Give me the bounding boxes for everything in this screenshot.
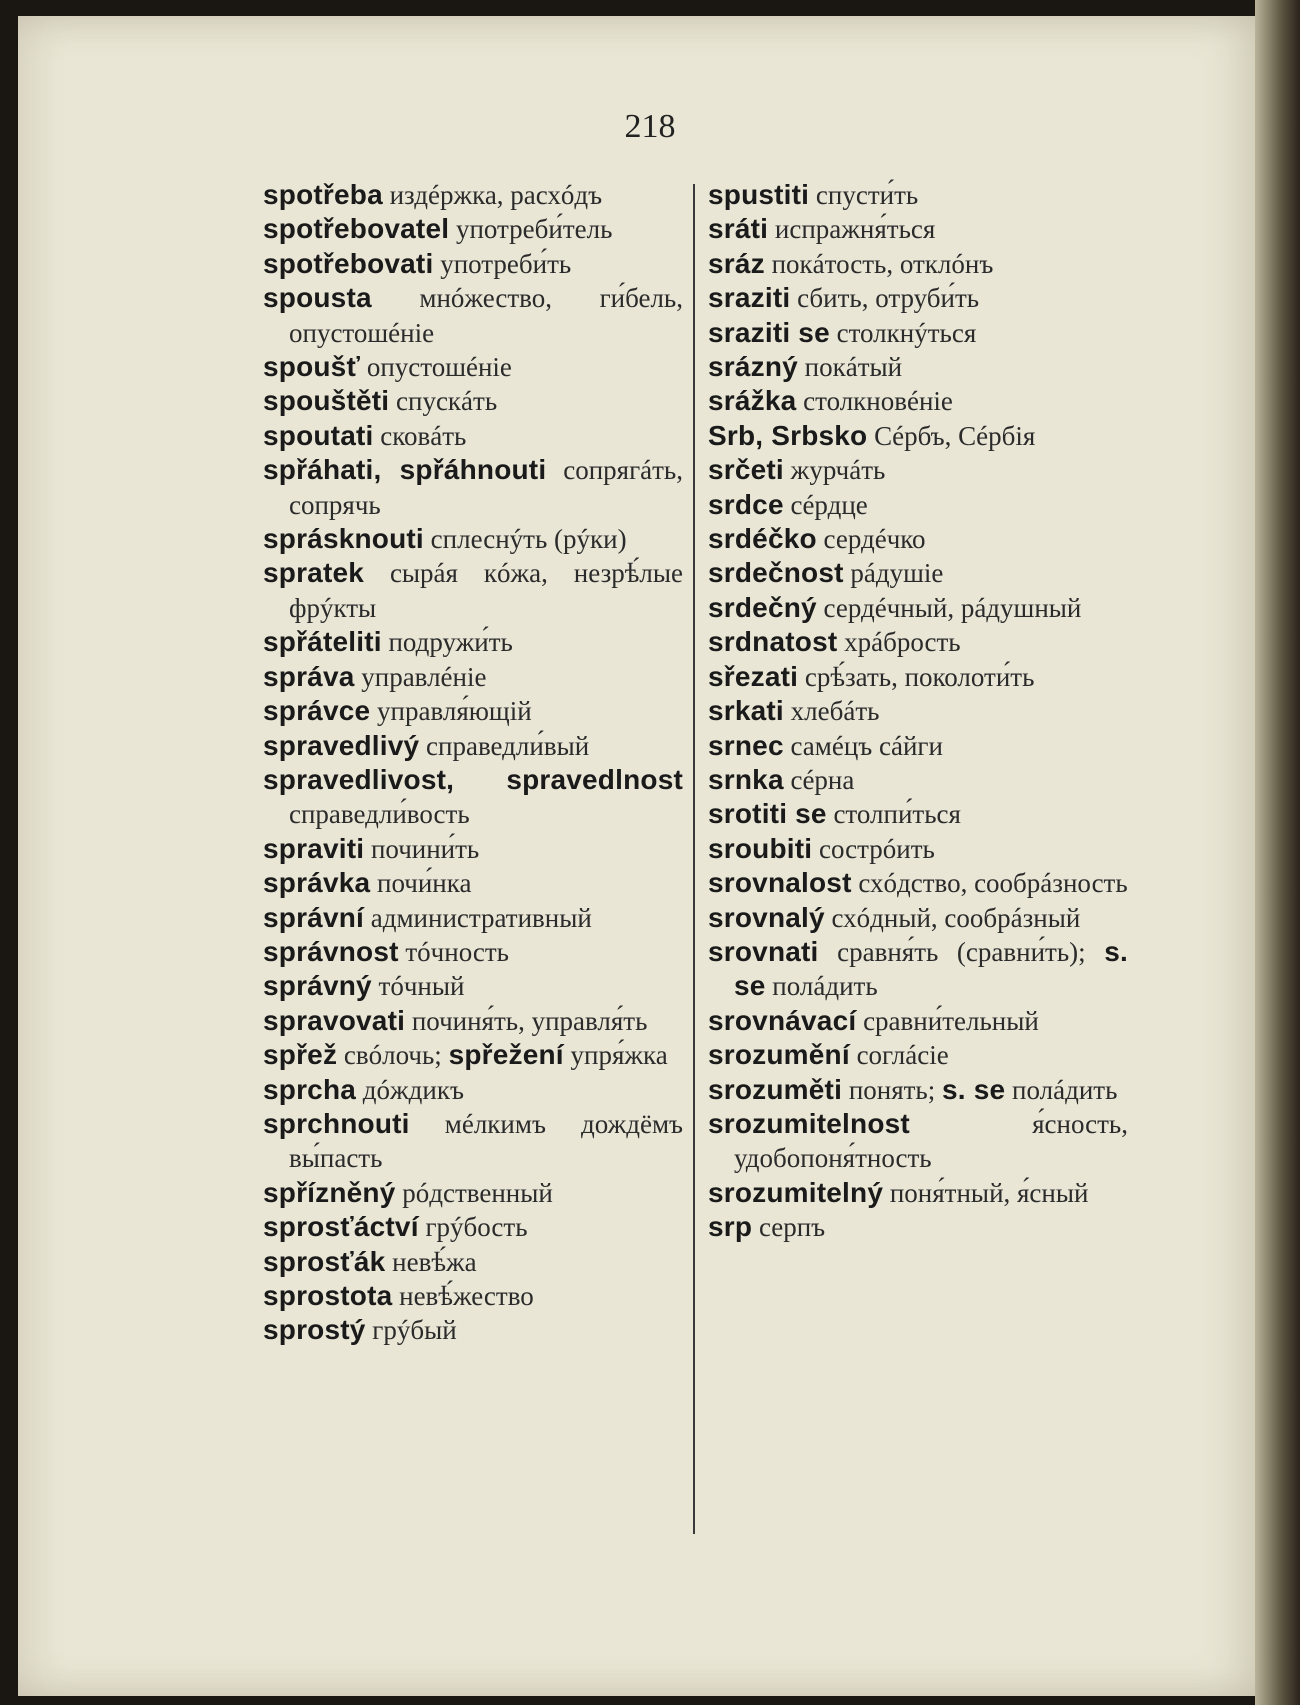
headword: srovnati	[708, 935, 819, 967]
dictionary-entry	[708, 453, 1128, 487]
sub-headword: s. se	[942, 1073, 1006, 1105]
headword: spousta	[263, 282, 372, 314]
gloss: поня́тный, я́сный	[889, 1177, 1089, 1208]
headword: spratek	[263, 557, 365, 589]
dictionary-entry	[708, 1210, 1128, 1244]
headword: spouštěti	[263, 385, 390, 417]
dictionary-entry	[263, 556, 683, 625]
gloss: грýбый	[372, 1315, 457, 1346]
sub-gloss: полáдить	[1012, 1074, 1118, 1105]
headword: spravedlivost, spravedlnost	[263, 763, 683, 795]
dictionary-entry	[708, 1176, 1128, 1210]
headword: srdnatost	[708, 626, 838, 658]
sub-headword: spřežení	[448, 1039, 564, 1071]
dictionary-entry	[708, 1107, 1128, 1176]
headword: spotřebovati	[263, 247, 434, 279]
headword: srkati	[708, 695, 784, 727]
headword: správní	[263, 901, 364, 933]
headword: spotřebovatel	[263, 213, 450, 245]
gloss: издéржка, расхóдъ	[389, 180, 603, 210]
headword: srčeti	[708, 454, 784, 486]
dictionary-entry	[708, 832, 1128, 866]
dictionary-entry	[708, 729, 1128, 763]
dictionary-entry	[263, 1107, 683, 1176]
headword: srozumění	[708, 1039, 850, 1071]
headword: spravedlivý	[263, 729, 420, 761]
headword: spřáteliti	[263, 626, 382, 658]
gloss: невѣ́жество	[399, 1281, 534, 1311]
headword: srnka	[708, 763, 784, 795]
headword: srdce	[708, 488, 784, 520]
gloss: дóждикъ	[362, 1074, 464, 1105]
dictionary-entry	[263, 247, 683, 281]
headword: správka	[263, 867, 371, 899]
gloss: грýбость	[425, 1212, 528, 1243]
gloss: почи́нка	[377, 868, 472, 899]
dictionary-entry	[263, 969, 683, 1003]
dictionary-entry	[708, 247, 1128, 281]
headword: srovnalost	[708, 867, 852, 899]
dictionary-entry	[263, 935, 683, 969]
headword: správa	[263, 660, 355, 692]
headword: spřež	[263, 1039, 338, 1071]
dictionary-entry	[263, 866, 683, 900]
headword: spoušť	[263, 351, 361, 383]
dictionary-entry	[263, 1038, 683, 1072]
dictionary-entry	[708, 1073, 1128, 1107]
gloss: испражня́ться	[774, 214, 936, 245]
headword: sráti	[708, 213, 769, 245]
headword: sprosťáctví	[263, 1211, 419, 1243]
headword: sřezati	[708, 660, 799, 692]
gloss: хлебáть	[790, 696, 880, 727]
gloss: спусти́ть	[815, 180, 919, 210]
headword: sroubiti	[708, 832, 813, 864]
sub-gloss: полáдить	[772, 971, 878, 1002]
headword: spoutati	[263, 419, 374, 451]
dictionary-entry	[708, 350, 1128, 384]
right-column	[708, 178, 1128, 1245]
dictionary-entry	[708, 384, 1128, 418]
dictionary-entry	[263, 212, 683, 246]
headword: spustiti	[708, 179, 810, 210]
headword: srovnalý	[708, 901, 825, 933]
gloss: сковáть	[380, 420, 467, 451]
dictionary-entry	[708, 522, 1128, 556]
gloss: тóчный	[378, 971, 465, 1002]
dictionary-entry	[708, 556, 1128, 590]
page-number: 218	[624, 108, 676, 145]
headword: spřízněný	[263, 1176, 396, 1208]
dictionary-entry	[708, 935, 1128, 1004]
gloss: подружи́ть	[388, 627, 513, 658]
gloss: срѣ́зать, поколоти́ть	[804, 661, 1035, 692]
dictionary-entry	[263, 1245, 683, 1279]
dictionary-entry	[708, 866, 1128, 900]
headword: spotřeba	[263, 179, 383, 210]
dictionary-entry	[708, 488, 1128, 522]
gloss: сéрдце	[790, 489, 868, 520]
column-divider	[693, 184, 695, 1534]
dictionary-entry	[708, 212, 1128, 246]
headword: sprásknouti	[263, 523, 424, 555]
dictionary-entry	[708, 178, 1128, 212]
gloss: мéлкимъ дождёмъ вы́пасть	[289, 1108, 683, 1174]
dictionary-entry	[708, 1004, 1128, 1038]
dictionary-entry	[263, 832, 683, 866]
gloss: журчáть	[790, 455, 886, 486]
gloss: сердéчко	[823, 524, 926, 555]
dictionary-entry	[708, 694, 1128, 728]
gloss: справедли́вость	[289, 799, 470, 830]
dictionary-entry	[263, 384, 683, 418]
gloss: столпи́ться	[833, 799, 961, 830]
dictionary-entry	[263, 281, 683, 350]
gloss: самéцъ сáйги	[790, 730, 943, 761]
dictionary-entry	[263, 729, 683, 763]
gloss: административный	[370, 902, 592, 933]
gloss: хрáбрость	[844, 627, 961, 658]
gloss: сопрягáть, сопрячь	[289, 455, 683, 520]
dictionary-entry	[263, 453, 683, 522]
dictionary-entry	[708, 797, 1128, 831]
gloss: мнóжество, ги́бель, опустошéнiе	[289, 283, 683, 348]
headword: správce	[263, 695, 371, 727]
headword: sraziti se	[708, 316, 830, 348]
gloss: сравня́ть (сравни́ть);	[837, 936, 1086, 967]
headword: sprchnouti	[263, 1107, 410, 1139]
dictionary-entry	[263, 901, 683, 935]
sub-headword: s. se	[734, 935, 1128, 1002]
headword: srázný	[708, 351, 798, 383]
headword: Srb, Srbsko	[708, 419, 868, 451]
dictionary-entry	[708, 591, 1128, 625]
gloss: употреби́тель	[455, 214, 613, 245]
headword: srozuměti	[708, 1073, 843, 1105]
gloss: тóчность	[405, 936, 509, 967]
gloss: свóлочь;	[343, 1040, 442, 1071]
dictionary-entry	[263, 660, 683, 694]
dictionary-entry	[263, 522, 683, 556]
gloss: серпъ	[758, 1212, 826, 1243]
headword: srdéčko	[708, 523, 817, 555]
gloss: покáтость, отклóнъ	[771, 248, 994, 279]
headword: srdečný	[708, 591, 817, 623]
dictionary-entry	[708, 625, 1128, 659]
gloss: сéрна	[790, 764, 855, 795]
dictionary-entry	[708, 281, 1128, 315]
dictionary-entry	[263, 350, 683, 384]
gloss: употреби́ть	[440, 248, 572, 279]
headword: srozumitelnost	[708, 1107, 910, 1139]
headword: srotiti se	[708, 798, 827, 830]
gloss: сплеснýть (рýки)	[430, 524, 627, 555]
book-spine-edge	[1255, 0, 1300, 1705]
dictionary-entry	[708, 763, 1128, 797]
dictionary-entry	[708, 316, 1128, 350]
headword: správnost	[263, 935, 399, 967]
dictionary-entry	[263, 1279, 683, 1313]
headword: srp	[708, 1211, 753, 1243]
gloss: схóдный, сообрáзный	[831, 902, 1081, 933]
gloss: управля́ющiй	[377, 696, 532, 727]
dictionary-entry	[263, 625, 683, 659]
headword: sprosťák	[263, 1245, 386, 1277]
gloss: сердéчный, рáдушный	[823, 592, 1082, 623]
dictionary-entry	[708, 419, 1128, 453]
left-column	[263, 178, 683, 1348]
dictionary-entry	[263, 419, 683, 453]
headword: správný	[263, 970, 372, 1002]
gloss: понять;	[848, 1074, 936, 1105]
headword: srdečnost	[708, 557, 844, 589]
dictionary-entry	[263, 1313, 683, 1347]
headword: srnec	[708, 729, 784, 761]
dictionary-entry	[263, 763, 683, 832]
gloss: столкновéнiе	[803, 386, 953, 417]
dictionary-entry	[263, 1176, 683, 1210]
headword: spravovati	[263, 1004, 406, 1036]
gloss: рóдственный	[402, 1177, 553, 1208]
dictionary-entry	[263, 178, 683, 212]
dictionary-entry	[708, 1038, 1128, 1072]
dictionary-entry	[263, 694, 683, 728]
gloss: Сéрбъ, Сéрбiя	[874, 420, 1036, 451]
headword: sprostota	[263, 1280, 393, 1311]
gloss: схóдство, сообрáзность	[858, 868, 1128, 899]
gloss: я́сность, удобопоня́тность	[734, 1108, 1128, 1174]
gloss: опустошéнiе	[366, 352, 512, 383]
gloss: справедли́вый	[426, 730, 590, 761]
headword: sráz	[708, 247, 765, 279]
headword: sprcha	[263, 1073, 357, 1105]
headword: spraviti	[263, 832, 365, 864]
gloss: рáдушiе	[850, 558, 944, 589]
gloss: спускáть	[396, 386, 498, 417]
dictionary-entry	[263, 1210, 683, 1244]
headword: srážka	[708, 385, 797, 417]
gloss: сырáя кóжа, незрѣ́лые фрýкты	[289, 558, 683, 623]
gloss: столкнýться	[836, 317, 977, 348]
gloss: сравни́тельный	[863, 1005, 1039, 1036]
dictionary-entry	[708, 901, 1128, 935]
headword: sraziti	[708, 282, 791, 314]
gloss: управлéнiе	[361, 661, 487, 692]
gloss: соглáсiе	[856, 1040, 949, 1071]
gloss: починя́ть, управля́ть	[411, 1005, 648, 1036]
headword: sprostý	[263, 1314, 366, 1346]
gloss: сострóить	[819, 833, 935, 864]
sub-gloss: упря́жка	[570, 1040, 668, 1071]
headword: spřáhati, spřáhnouti	[263, 454, 547, 486]
gloss: почини́ть	[370, 833, 480, 864]
dictionary-entry	[708, 660, 1128, 694]
gloss: покáтый	[804, 352, 903, 383]
gloss: невѣ́жа	[392, 1246, 477, 1277]
dictionary-entry	[263, 1073, 683, 1107]
gloss: сбить, отруби́ть	[797, 283, 980, 314]
headword: srozumitelný	[708, 1176, 884, 1208]
dictionary-entry	[263, 1004, 683, 1038]
headword: srovnávací	[708, 1004, 857, 1036]
